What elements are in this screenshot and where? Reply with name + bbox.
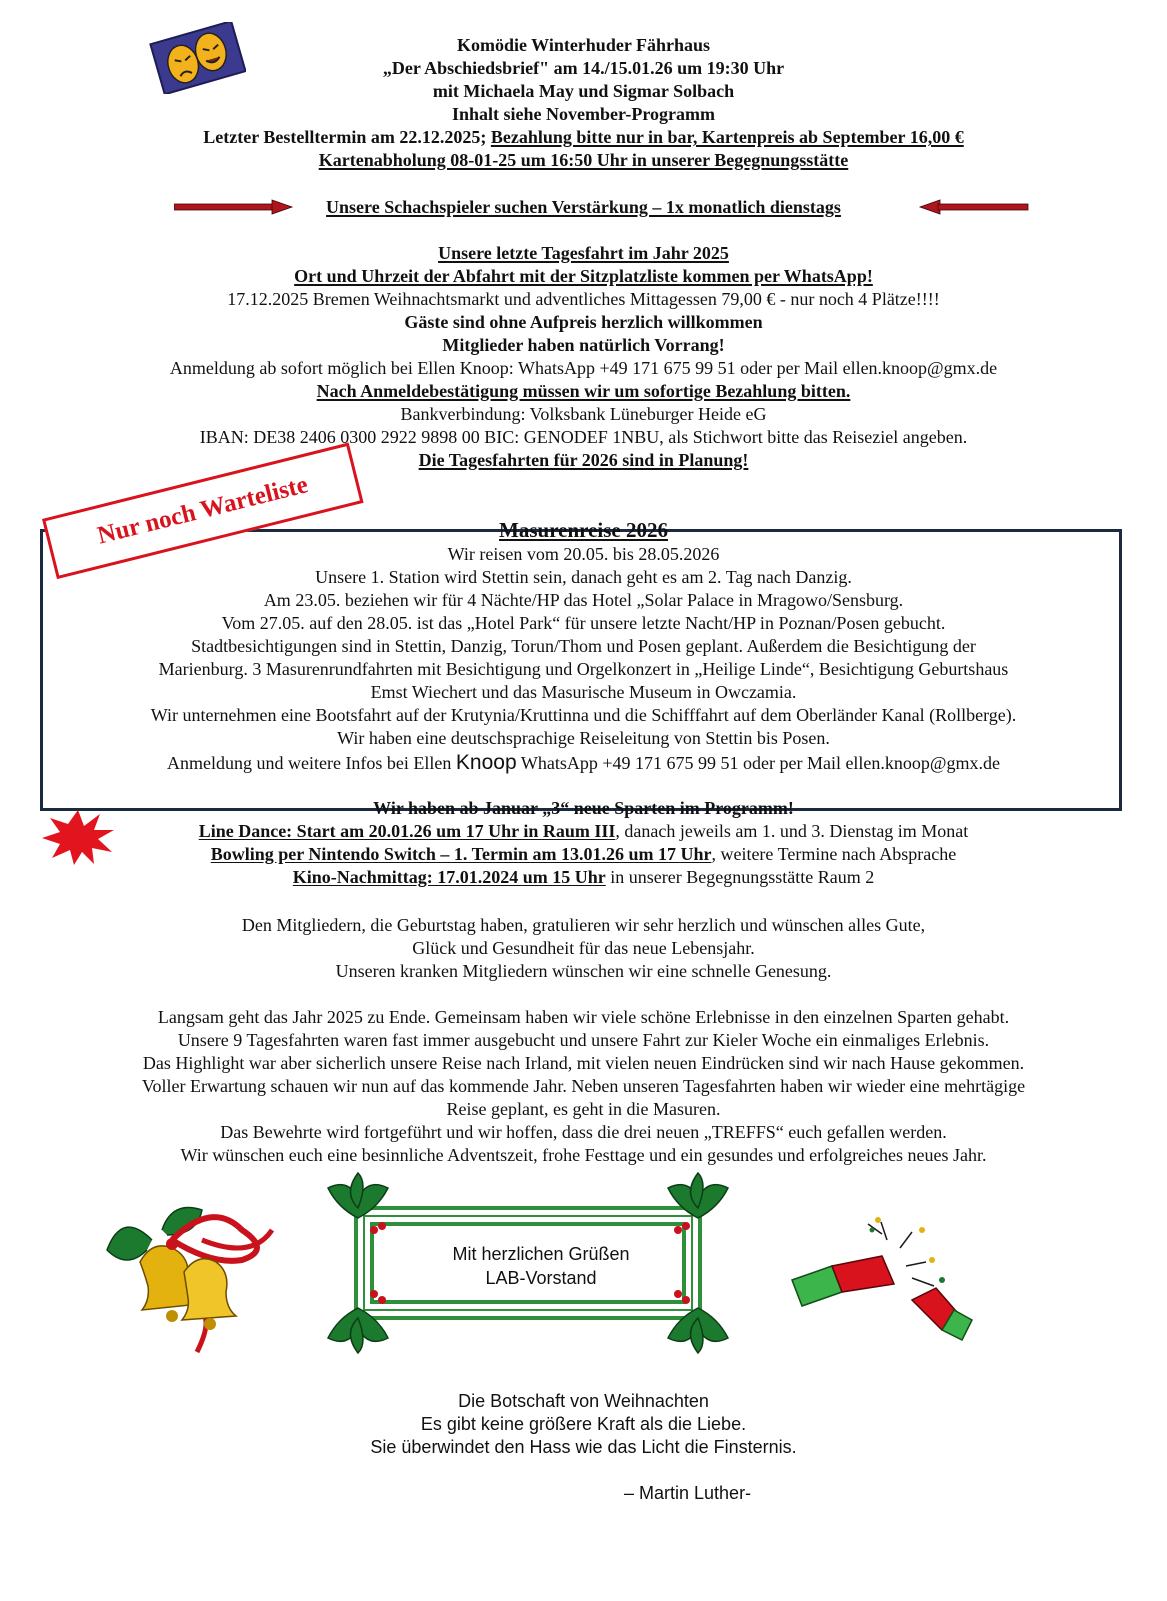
- tagesfahrt-payment-note: Nach Anmeldebestätigung müssen wir um sofortige Bezahlung bitten.: [316, 381, 851, 401]
- closing-line: Wir wünschen euch eine besinnliche Adventszeit, frohe Festtage und ein gesundes und erfolgreiches neues Jahr.: [180, 1145, 987, 1165]
- line-dance-rest: , danach jeweils am 1. und 3. Dienstag im Monat: [615, 821, 969, 841]
- christmas-bells-icon: [92, 1200, 282, 1360]
- greeting: [346, 1242, 736, 1290]
- closing-line: Langsam geht das Jahr 2025 zu Ende. Gemeinsam haben wir viele schöne Erlebnisse in den einzelnen Sparten gehabt.: [157, 1007, 1010, 1027]
- line-dance-title: Line Dance: Start am 20.01.26 um 17 Uhr in Raum III: [198, 821, 616, 841]
- komodie-pickup: Kartenabholung 08-01-25 um 16:50 Uhr in unserer Begegnungsstätte: [318, 150, 849, 170]
- sparten-kino: [0, 866, 1167, 889]
- masuren-line: Unsere 1. Station wird Stettin sein, danach geht es am 2. Tag nach Danzig.: [315, 567, 852, 587]
- tagesfahrt-info: Ort und Uhrzeit der Abfahrt mit der Sitzplatzliste kommen per WhatsApp!: [294, 266, 873, 286]
- bowling-title: Bowling per Nintendo Switch – 1. Termin am 13.01.26 um 17 Uhr: [210, 844, 712, 864]
- tagesfahrt-iban: IBAN: DE38 2406 0300 2922 9898 00 BIC: GENODEF 1NBU, als Stichwort bitte das Reiseziel angeben.: [199, 427, 968, 447]
- birthday-line: Den Mitgliedern, die Geburtstag haben, gratulieren wir sehr herzlich und wünschen alles Gute,: [241, 915, 926, 935]
- komodie-content: Inhalt siehe November-Programm: [452, 104, 715, 124]
- masuren-line: Wir reisen vom 20.05. bis 28.05.2026: [447, 544, 720, 564]
- komodie-payment: Bezahlung bitte nur in bar, Kartenpreis ab September 16,00 €: [490, 127, 964, 147]
- tagesfahrt-bank: Bankverbindung: Volksbank Lüneburger Heide eG: [400, 404, 767, 424]
- birthday-line: Unseren kranken Mitgliedern wünschen wir eine schnelle Genesung.: [335, 961, 832, 981]
- waitlist-stamp: Nur noch Warteliste: [42, 443, 364, 580]
- masuren-line: Wir unternehmen eine Bootsfahrt auf der Krutynia/Kruttinna und die Schifffahrt auf dem Oberländer Kanal (Rollberge).: [150, 705, 1017, 725]
- closing-line: Reise geplant, es geht in die Masuren.: [446, 1099, 721, 1119]
- tagesfahrt-planning: Die Tagesfahrten für 2026 sind in Planung!: [418, 450, 749, 470]
- tagesfahrt-heading: Unsere letzte Tagesfahrt im Jahr 2025: [438, 243, 729, 263]
- closing-line: Unsere 9 Tagesfahrten waren fast immer ausgebucht und unsere Fahrt zur Kieler Woche ein einmaliges Erlebnis.: [177, 1030, 990, 1050]
- masuren-line: Vom 27.05. auf den 28.05. ist das „Hotel Park“ für unsere letzte Nacht/HP in Poznan/Posen gebucht.: [221, 613, 946, 633]
- masuren-line: Wir haben eine deutschsprachige Reiseleitung von Stettin bis Posen.: [337, 728, 830, 748]
- tagesfahrt-members: Mitglieder haben natürlich Vorrang!: [442, 335, 725, 355]
- arrow-left-icon: [918, 199, 1030, 215]
- quote-line: Es gibt keine größere Kraft als die Liebe.: [420, 1414, 747, 1434]
- tagesfahrt-guests: Gäste sind ohne Aufpreis herzlich willkommen: [404, 312, 763, 332]
- greeting-signature: LAB-Vorstand: [485, 1268, 597, 1288]
- sparten-heading: Wir haben ab Januar „3“ neue Sparten im Programm!: [373, 798, 794, 818]
- masuren-signup: [0, 751, 1167, 775]
- masuren-line: Stadtbesichtigungen sind in Stettin, Danzig, Torun/Thom und Posen geplant. Außerdem die Besichtigung der: [191, 636, 976, 656]
- quote-line: Die Botschaft von Weihnachten: [458, 1391, 709, 1411]
- masuren-line: Am 23.05. beziehen wir für 4 Nächte/HP das Hotel „Solar Palace in Mragowo/Sensburg.: [263, 590, 904, 610]
- greeting-line: Mit herzlichen Grüßen: [452, 1244, 630, 1264]
- komodie-play: „Der Abschiedsbrief" am 14./15.01.26 um 19:30 Uhr: [382, 58, 785, 78]
- tagesfahrt-trip: 17.12.2025 Bremen Weihnachtsmarkt und adventliches Mittagessen 79,00 € - nur noch 4 Plätze!!!!: [227, 289, 940, 309]
- sparten-line-dance: [0, 820, 1167, 843]
- quote-author: – Martin Luther-: [624, 1483, 752, 1503]
- party-cracker-icon: [782, 1210, 982, 1350]
- bowling-rest: , weitere Termine nach Absprache: [711, 844, 957, 864]
- komodie-deadline: Letzter Bestelltermin am 22.12.2025;: [203, 127, 487, 147]
- masuren-signup-name: Knoop: [455, 751, 517, 774]
- kino-title: Kino-Nachmittag: 17.01.2024 um 15 Uhr: [292, 867, 606, 887]
- tagesfahrt-signup: Anmeldung ab sofort möglich bei Ellen Knoop: WhatsApp +49 171 675 99 51 oder per Mail ellen.knoop@gmx.de: [169, 358, 998, 378]
- birthday-line: Glück und Gesundheit für das neue Lebensjahr.: [412, 938, 755, 958]
- closing-line: Das Bewehrte wird fortgeführt und wir hoffen, dass die drei neuen „TREFFS“ euch gefallen werden.: [220, 1122, 947, 1142]
- chess-notice: Unsere Schachspieler suchen Verstärkung – 1x monatlich dienstags: [326, 197, 841, 217]
- komodie-cast: mit Michaela May und Sigmar Solbach: [432, 81, 735, 101]
- masuren-line: Emst Wiechert und das Masurische Museum in Owczamia.: [370, 682, 797, 702]
- komodie-order-line: [0, 126, 1167, 149]
- masuren-signup-c: WhatsApp +49 171 675 99 51 oder per Mail ellen.knoop@gmx.de: [520, 753, 1000, 773]
- closing-line: Das Highlight war aber sicherlich unsere Reise nach Irland, mit vielen neuen Eindrücken sind wir nach Hause gekommen.: [142, 1053, 1025, 1073]
- komodie-title: Komödie Winterhuder Fährhaus: [456, 35, 711, 55]
- closing-line: Voller Erwartung schauen wir nun auf das kommende Jahr. Neben unseren Tagesfahrten haben wir wieder eine mehrtägige: [141, 1076, 1026, 1096]
- masuren-line: Marienburg. 3 Masurenrundfahrten mit Besichtigung und Orgelkonzert in „Heilige Linde“, Besichtigung Geburtshaus: [158, 659, 1009, 679]
- kino-rest: in unserer Begegnungsstätte Raum 2: [605, 867, 875, 887]
- masuren-signup-a: Anmeldung und weitere Infos bei Ellen: [166, 753, 452, 773]
- masuren-title: Masurenreise 2026: [499, 518, 668, 542]
- quote-line: Sie überwindet den Hass wie das Licht die Finsternis.: [370, 1437, 797, 1457]
- sparten-bowling: [0, 843, 1167, 866]
